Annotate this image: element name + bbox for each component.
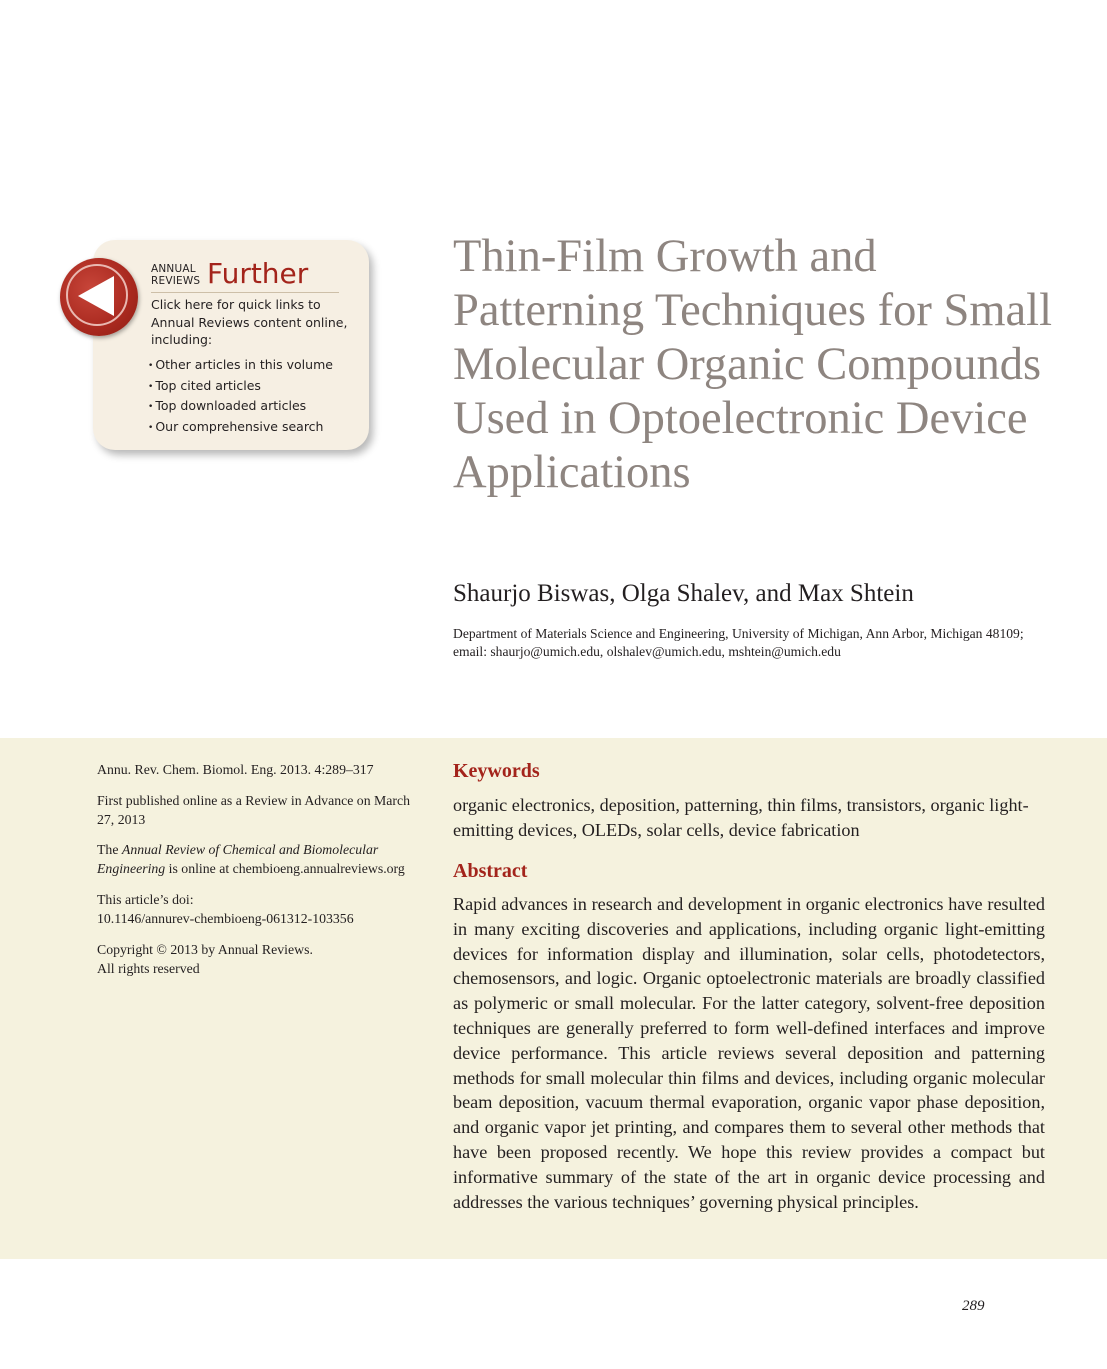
publication-date: First published online as a Review in Advance on March 27, 2013 [97, 793, 411, 827]
abstract-text: Rapid advances in research and development in organic electronics have resulted in many exciting discoveries and applications, including organic light-emitting devices for information display and illumination, solar cells, photodetectors, chemosensors, and logic. Organic optoelectronic materials are broadly classified as polymeric or small molecular. For the latter category, solvent-free deposition techniques are generally preferred to form well-defined interfaces and improve device performance. This article reviews several deposition and patterning methods for small molecular thin films and devices, including organic molecular beam deposition, vacuum thermal evaporation, organic vapor phase deposition, and organic vapor jet printing, and compares them to several other methods that have been proposed recently. We hope this review provides a compact but informative summary of the state of the art in organic device processing and addresses the various techniques’ governing physical principles. [453, 894, 1045, 1212]
further-link-item[interactable]: • Top downloaded articles [148, 397, 333, 418]
further-title: Further [207, 257, 309, 290]
abstract-heading: Abstract [453, 860, 528, 882]
further-links-list [148, 356, 333, 438]
further-link-item[interactable]: • Our comprehensive search [148, 418, 333, 439]
author-affiliation: Department of Materials Science and Engineering, University of Michigan, Ann Arbor, Michigan 48109; email: shaurjo@umich.edu, olshalev@umich.edu, mshtein@umich.edu [453, 626, 1024, 659]
keywords-heading: Keywords [453, 760, 540, 782]
annual-reviews-label [151, 263, 200, 287]
play-left-icon [74, 274, 120, 318]
further-description [151, 296, 361, 349]
doi-label: This article’s doi: [97, 892, 194, 907]
copyright: Copyright © 2013 by Annual Reviews. [97, 942, 313, 957]
keywords-text: organic electronics, deposition, patterning, thin films, transistors, organic light-emitting devices, OLEDs, solar cells, device fabrication [453, 795, 1029, 840]
journal-prefix: The [97, 842, 122, 857]
citation: Annu. Rev. Chem. Biomol. Eng. 2013. 4:289–317 [97, 762, 374, 777]
click-here-link[interactable]: Click here [151, 297, 213, 312]
article-title: Thin-Film Growth and Patterning Techniques for Small Molecular Organic Compounds Used in Optoelectronic Device Applications [453, 231, 1052, 498]
article-authors: Shaurjo Biswas, Olga Shalev, and Max Shtein [453, 580, 914, 607]
annual-label-line2: REVIEWS [151, 275, 201, 287]
journal-name: Annual Review of Chemical and Biomolecular Engineering [97, 842, 379, 876]
rights: All rights reserved [97, 961, 200, 976]
journal-url-text: is online at chembioeng.annualreviews.org [165, 861, 405, 876]
annual-label-line1: ANNUAL [151, 263, 196, 275]
page-number: 289 [962, 1298, 985, 1314]
further-description-text: for quick links to Annual Reviews content online, including: [151, 297, 348, 347]
further-back-arrow-button[interactable] [60, 258, 138, 336]
further-divider [151, 292, 339, 293]
journal-online-note [97, 840, 437, 878]
further-link-item[interactable]: • Top cited articles [148, 377, 333, 398]
further-link-item[interactable]: • Other articles in this volume [148, 356, 333, 377]
doi-value: 10.1146/annurev-chembioeng-061312-103356 [97, 911, 354, 926]
